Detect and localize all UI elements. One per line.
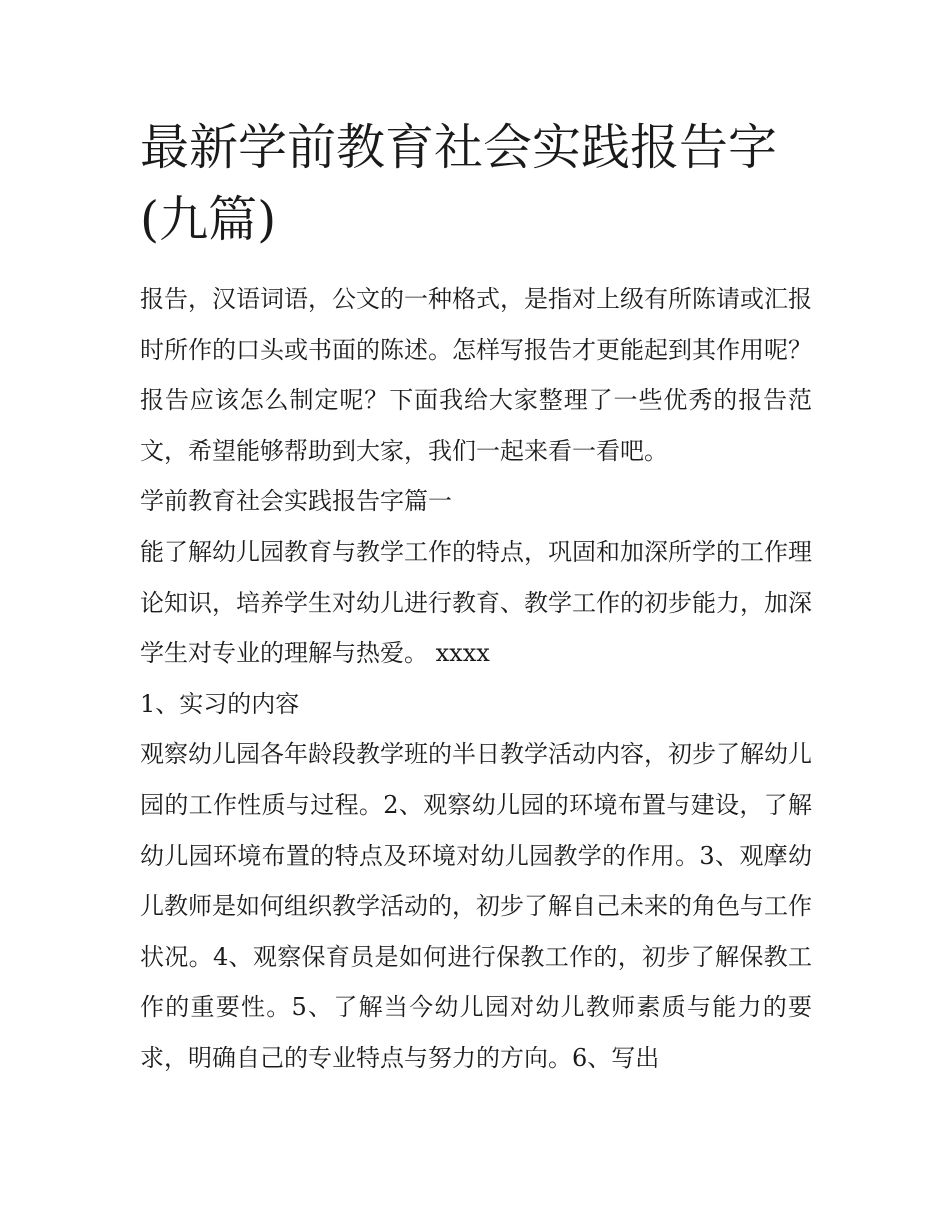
- document-title: 最新学前教育社会实践报告字(九篇): [140, 119, 778, 248]
- purpose-paragraph: 能了解幼儿园教育与教学工作的特点，巩固和加深所学的工作理论知识，培养学生对幼儿进行教育、教学工作的初步能力，加深学生对专业的理解与热爱。 xxxx: [140, 537, 812, 668]
- document-body: [140, 112, 812, 1084]
- section-title: 学前教育社会实践报告字篇一: [140, 487, 452, 516]
- content-subheading: 1、实习的内容: [140, 689, 300, 718]
- intro-paragraph: 报告，汉语词语，公文的一种格式，是指对上级有所陈请或汇报时所作的口头或书面的陈述。怎样写报告才更能起到其作用呢？报告应该怎么制定呢？下面我给大家整理了一些优秀的报告范文，希望能够帮助到大家，我们一起来看一看吧。: [140, 285, 812, 465]
- content-paragraph: 观察幼儿园各年龄段教学班的半日教学活动内容，初步了解幼儿园的工作性质与过程。2、观察幼儿园的环境布置与建设，了解幼儿园环境布置的特点及环境对幼儿园教学的作用。3、观摩幼儿教师是如何组织教学活动的，初步了解自己未来的角色与工作状况。4、观察保育员是如何进行保教工作的，初步了解保教工作的重要性。5、了解当今幼儿园对幼儿教师素质与能力的要求，明确自己的专业特点与努力的方向。6、写出: [140, 740, 812, 1072]
